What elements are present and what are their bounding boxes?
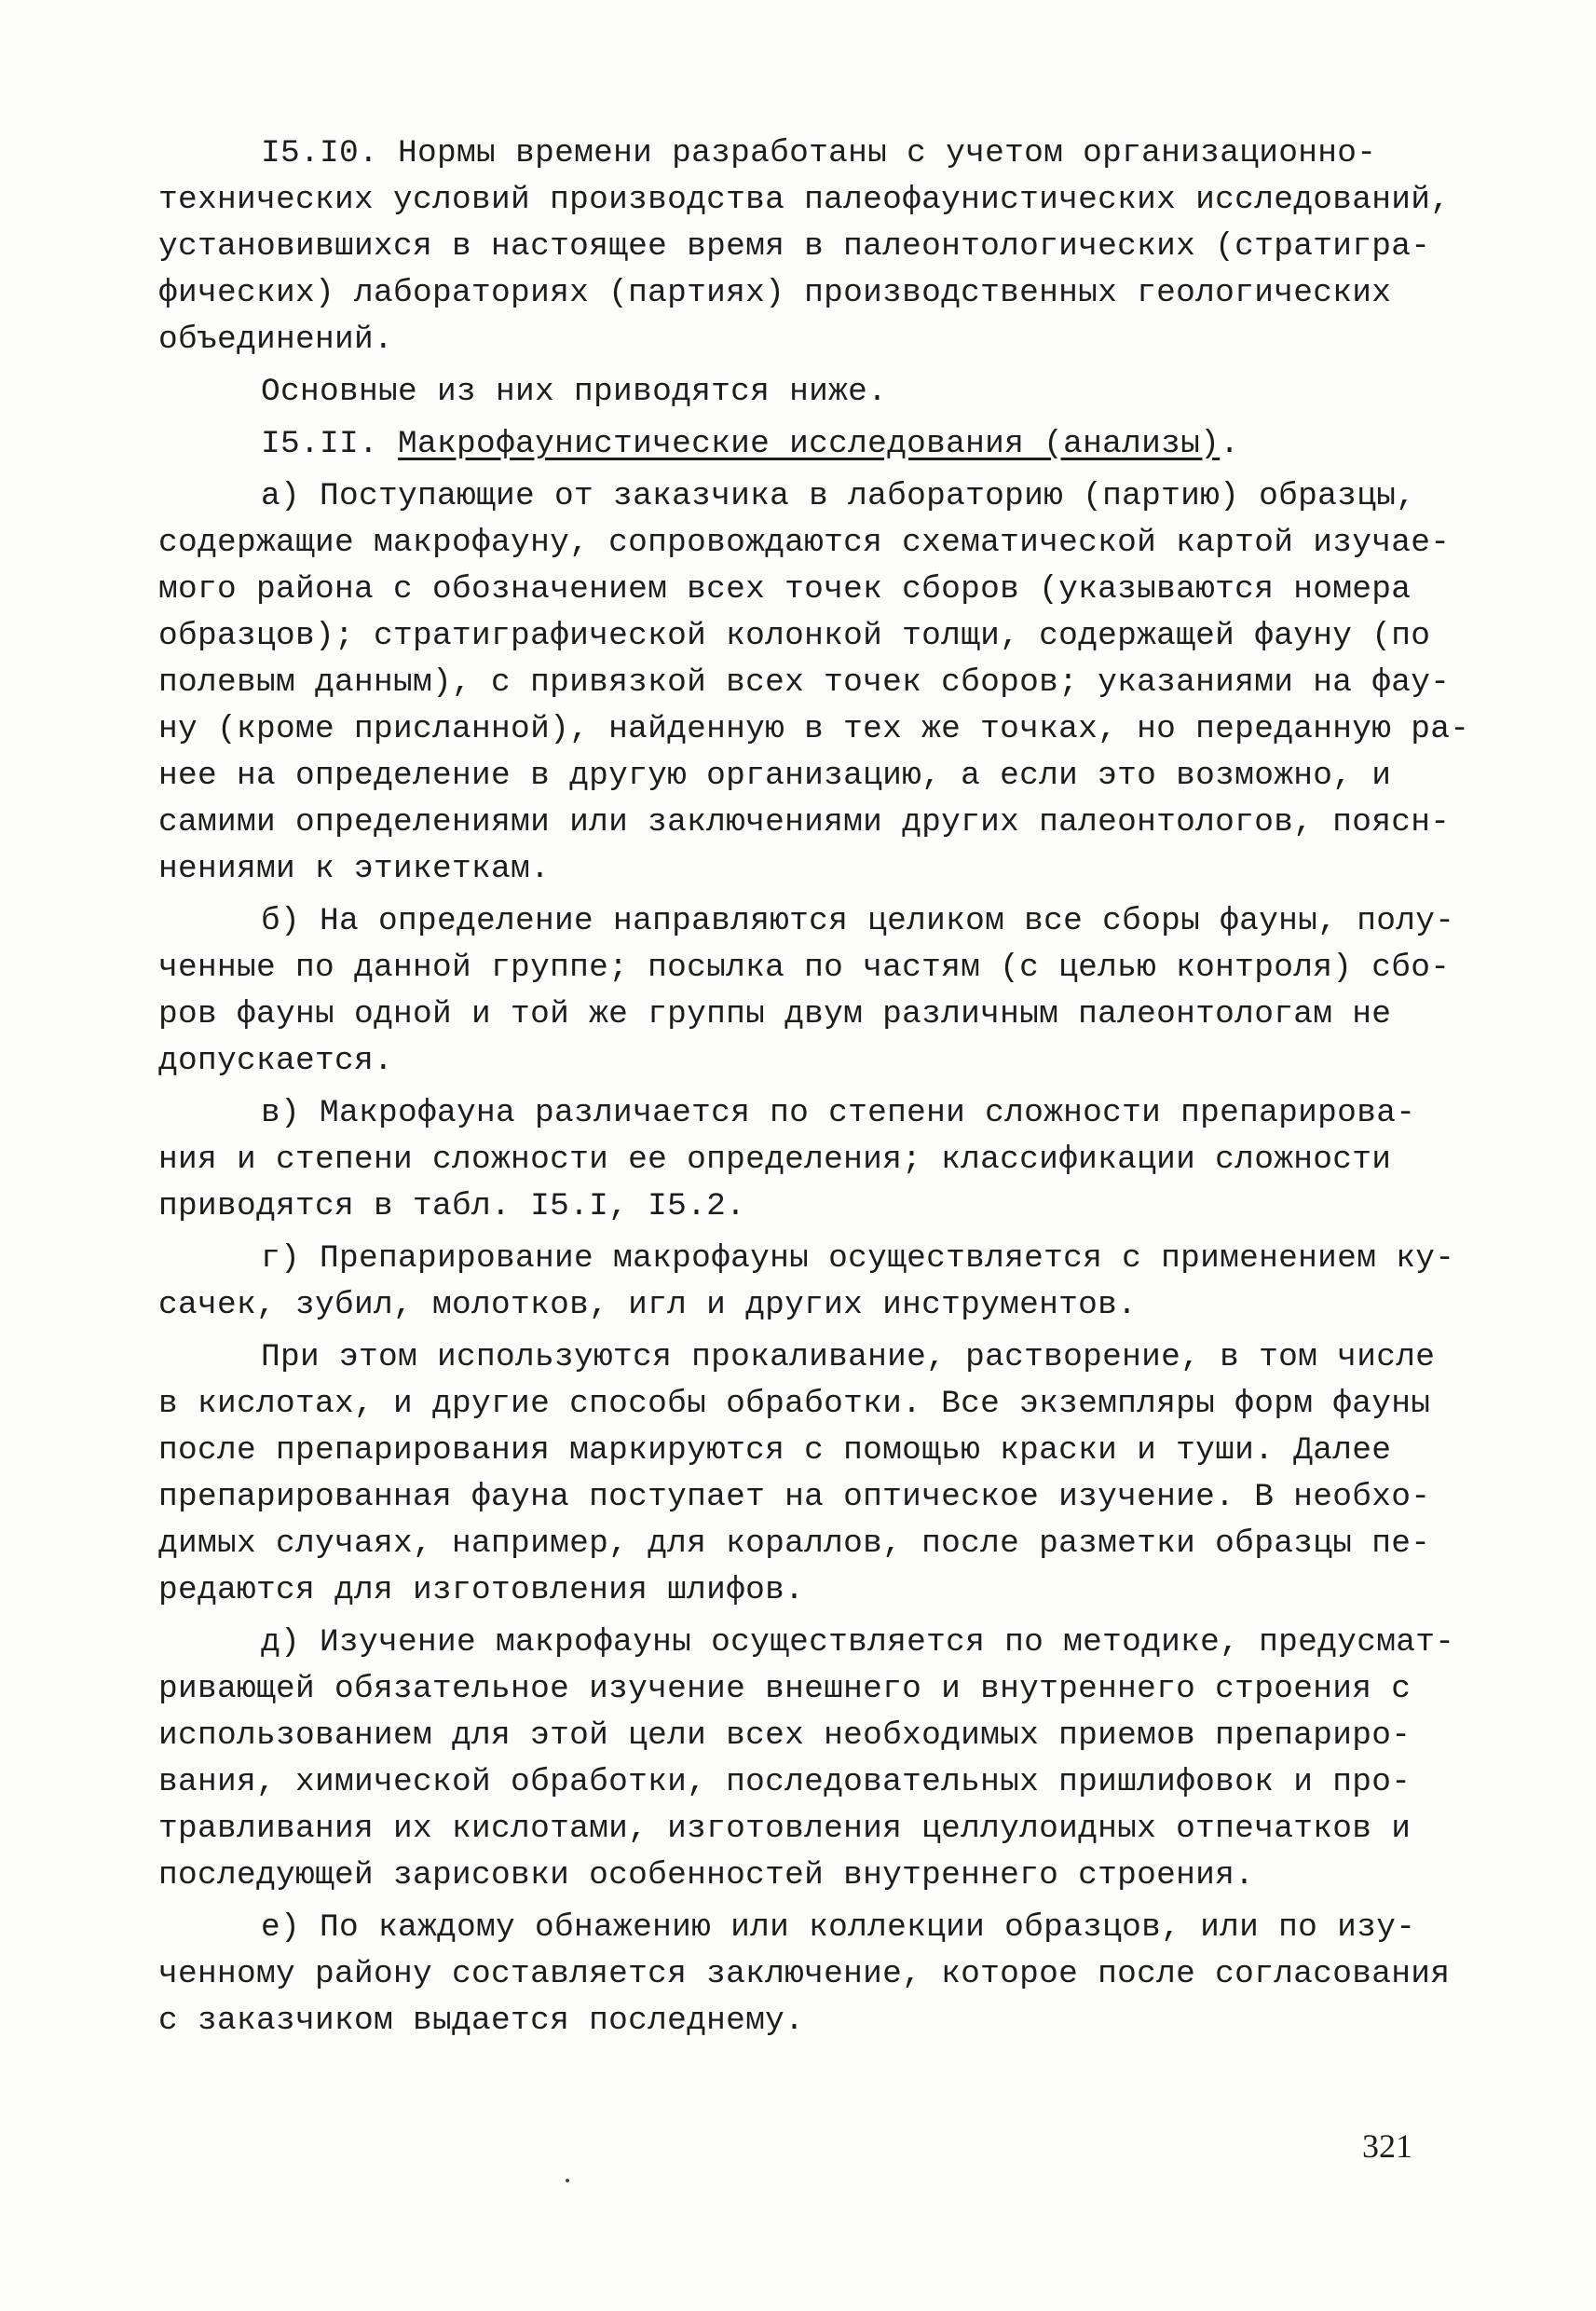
section-15-10	[158, 130, 1481, 363]
section-15-10-first-line	[158, 130, 1481, 177]
text-line: препарированная фауна поступает на оптическое изучение. В необхо-	[158, 1479, 1431, 1515]
text-line: использованием для этой цели всех необходимых приемов препариро-	[158, 1717, 1412, 1754]
text-line: димых случаях, например, для кораллов, после разметки образцы пе-	[158, 1525, 1431, 1562]
text-line: ченному району составляется заключение, которое после согласования	[158, 1956, 1451, 1992]
text-line: При этом используются прокаливание, растворение, в том числе	[261, 1339, 1436, 1375]
text-line: нее на определение в другую организацию, а если это возможно, и	[158, 758, 1392, 794]
text-line: ния и степени сложности ее определения; классификации сложности	[158, 1142, 1392, 1178]
text-line: технических условий производства палеофаунистических исследований,	[158, 182, 1451, 218]
paragraph-item-a	[158, 473, 1481, 893]
text-line: фических) лабораториях (партиях) производственных геологических	[158, 275, 1392, 311]
text-line: редаются для изготовления шлифов.	[158, 1572, 805, 1608]
text-line: в кислотах, и другие способы обработки. Все экземпляры форм фауны	[158, 1386, 1431, 1422]
text-line: д) Изучение макрофауны осуществляется по методике, предусмат-	[261, 1624, 1455, 1661]
text-line: объединений.	[158, 321, 394, 358]
text-line: сачек, зубил, молотков, игл и других инструментов.	[158, 1287, 1138, 1323]
text-line: травливания их кислотами, изготовления целлулоидных отпечатков и	[158, 1811, 1412, 1847]
section-15-11-heading	[158, 421, 1481, 468]
paragraph-item-v	[158, 1090, 1481, 1230]
text-line: после препарирования маркируются с помощью краски и туши. Далее	[158, 1432, 1392, 1469]
text-line: ривающей обязательное изучение внешнего и внутреннего строения с	[158, 1671, 1412, 1707]
section-title-period: .	[1220, 426, 1240, 462]
paragraph-item-b	[158, 898, 1481, 1085]
text-line: вания, химической обработки, последовательных пришлифовок и про-	[158, 1764, 1412, 1800]
section-number: I5.I0.	[261, 135, 379, 171]
text-line: образцов); стратиграфической колонкой толщи, содержащей фауну (по	[158, 618, 1431, 654]
paragraph-item-d	[158, 1620, 1481, 1899]
text-line: приводятся в табл. I5.I, I5.2.	[158, 1188, 746, 1224]
text-line: самими определениями или заключениями других палеонтологов, поясн-	[158, 804, 1451, 841]
text-line: мого района с обозначением всех точек сборов (указываются номера	[158, 571, 1412, 608]
text-line: ченные по данной группе; посылка по частям (с целью контроля) сбо-	[158, 950, 1451, 986]
text-line: содержащие макрофауну, сопровождаются схематической картой изучае-	[158, 525, 1451, 561]
intro-sentence: Основные из них приводятся ниже.	[261, 374, 888, 410]
text-line: ров фауны одной и той же группы двум различным палеонтологам не	[158, 996, 1392, 1032]
text-line: е) По каждому обнажению или коллекции образцов, или по изу-	[261, 1909, 1416, 1946]
text-line: б) На определение направляются целиком все сборы фауны, полу-	[261, 903, 1455, 939]
text-line: нениями к этикеткам.	[158, 851, 551, 887]
text-line: Нормы времени разработаны с учетом организационно-	[398, 135, 1377, 171]
section-number: I5.II.	[261, 426, 379, 462]
paragraph-item-g	[158, 1236, 1481, 1329]
text-line: в) Макрофауна различается по степени сложности препарирова-	[261, 1095, 1416, 1131]
text-line: последующей зарисовки особенностей внутреннего строения.	[158, 1857, 1255, 1894]
scan-speck	[566, 2179, 569, 2182]
text-line: ну (кроме присланной), найденную в тех же точках, но переданную ра-	[158, 711, 1470, 747]
text-line: установившихся в настоящее время в палеонтологических (стратигра-	[158, 228, 1431, 265]
paragraph-item-g-continued	[158, 1334, 1481, 1614]
text-line: а) Поступающие от заказчика в лабораторию (партию) образцы,	[261, 478, 1416, 514]
text-line: с заказчиком выдается последнему.	[158, 2003, 805, 2039]
paragraph-item-e	[158, 1905, 1481, 2044]
text-line: допускается.	[158, 1043, 394, 1079]
section-title: Макрофаунистические исследования (анализы)	[398, 426, 1221, 462]
text-line: г) Препарирование макрофауны осуществляется с применением ку-	[261, 1240, 1455, 1277]
page-number: 321	[1362, 2127, 1412, 2165]
text-line: полевым данным), с привязкой всех точек сборов; указаниями на фау-	[158, 664, 1451, 701]
document-body	[158, 130, 1481, 2044]
